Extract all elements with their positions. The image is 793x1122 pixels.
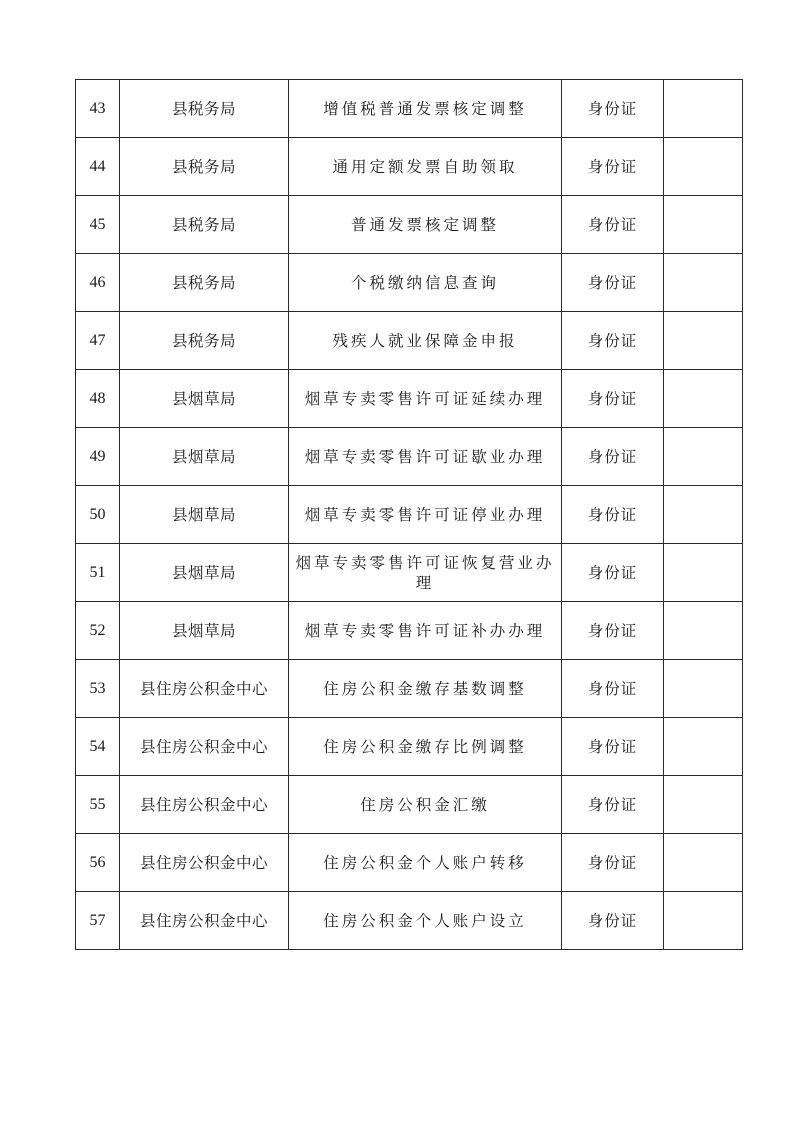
department-cell: 县烟草局: [120, 428, 289, 486]
department-cell: 县税务局: [120, 138, 289, 196]
department-cell: 县烟草局: [120, 370, 289, 428]
department-cell: 县住房公积金中心: [120, 776, 289, 834]
table-row: [76, 776, 743, 834]
required-document-cell: 身份证: [562, 428, 664, 486]
table-row: [76, 544, 743, 602]
service-item-cell: 烟草专卖零售许可证停业办理: [289, 486, 562, 544]
service-item-cell: 住房公积金个人账户转移: [289, 834, 562, 892]
service-item-cell: 个税缴纳信息查询: [289, 254, 562, 312]
remarks-cell: [664, 486, 743, 544]
row-number: 54: [76, 718, 120, 776]
row-number: 48: [76, 370, 120, 428]
service-item-cell: 通用定额发票自助领取: [289, 138, 562, 196]
table-row: [76, 138, 743, 196]
required-document-cell: 身份证: [562, 486, 664, 544]
required-document-cell: 身份证: [562, 834, 664, 892]
service-table: [75, 79, 743, 950]
department-cell: 县住房公积金中心: [120, 718, 289, 776]
remarks-cell: [664, 428, 743, 486]
remarks-cell: [664, 602, 743, 660]
table-row: [76, 80, 743, 138]
remarks-cell: [664, 834, 743, 892]
row-number: 52: [76, 602, 120, 660]
department-cell: 县税务局: [120, 196, 289, 254]
table-row: [76, 834, 743, 892]
required-document-cell: 身份证: [562, 254, 664, 312]
service-item-cell: 烟草专卖零售许可证补办办理: [289, 602, 562, 660]
department-cell: 县税务局: [120, 80, 289, 138]
department-cell: 县税务局: [120, 312, 289, 370]
row-number: 50: [76, 486, 120, 544]
required-document-cell: 身份证: [562, 544, 664, 602]
department-cell: 县烟草局: [120, 544, 289, 602]
service-item-cell: 烟草专卖零售许可证歇业办理: [289, 428, 562, 486]
table-row: [76, 254, 743, 312]
remarks-cell: [664, 544, 743, 602]
required-document-cell: 身份证: [562, 602, 664, 660]
table-row: [76, 892, 743, 950]
department-cell: 县住房公积金中心: [120, 660, 289, 718]
service-item-cell: 增值税普通发票核定调整: [289, 80, 562, 138]
service-item-cell: 普通发票核定调整: [289, 196, 562, 254]
table-row: [76, 486, 743, 544]
table-row: [76, 602, 743, 660]
service-item-cell: 残疾人就业保障金申报: [289, 312, 562, 370]
department-cell: 县住房公积金中心: [120, 892, 289, 950]
row-number: 49: [76, 428, 120, 486]
remarks-cell: [664, 892, 743, 950]
required-document-cell: 身份证: [562, 196, 664, 254]
service-item-cell: 住房公积金缴存比例调整: [289, 718, 562, 776]
required-document-cell: 身份证: [562, 312, 664, 370]
table-row: [76, 370, 743, 428]
row-number: 44: [76, 138, 120, 196]
service-item-cell: 住房公积金汇缴: [289, 776, 562, 834]
table-row: [76, 196, 743, 254]
remarks-cell: [664, 312, 743, 370]
row-number: 53: [76, 660, 120, 718]
remarks-cell: [664, 254, 743, 312]
remarks-cell: [664, 660, 743, 718]
required-document-cell: 身份证: [562, 370, 664, 428]
service-item-cell: 烟草专卖零售许可证恢复营业办理: [289, 544, 562, 602]
service-item-cell: 住房公积金个人账户设立: [289, 892, 562, 950]
required-document-cell: 身份证: [562, 80, 664, 138]
table-row: [76, 428, 743, 486]
row-number: 56: [76, 834, 120, 892]
department-cell: 县烟草局: [120, 602, 289, 660]
row-number: 47: [76, 312, 120, 370]
remarks-cell: [664, 776, 743, 834]
service-item-cell: 住房公积金缴存基数调整: [289, 660, 562, 718]
required-document-cell: 身份证: [562, 660, 664, 718]
row-number: 43: [76, 80, 120, 138]
remarks-cell: [664, 80, 743, 138]
department-cell: 县烟草局: [120, 486, 289, 544]
table-row: [76, 660, 743, 718]
table-row: [76, 312, 743, 370]
required-document-cell: 身份证: [562, 776, 664, 834]
required-document-cell: 身份证: [562, 138, 664, 196]
remarks-cell: [664, 718, 743, 776]
remarks-cell: [664, 138, 743, 196]
row-number: 57: [76, 892, 120, 950]
row-number: 55: [76, 776, 120, 834]
row-number: 45: [76, 196, 120, 254]
remarks-cell: [664, 196, 743, 254]
table-body: [76, 80, 743, 950]
remarks-cell: [664, 370, 743, 428]
row-number: 51: [76, 544, 120, 602]
service-item-cell: 烟草专卖零售许可证延续办理: [289, 370, 562, 428]
row-number: 46: [76, 254, 120, 312]
table-row: [76, 718, 743, 776]
required-document-cell: 身份证: [562, 718, 664, 776]
department-cell: 县税务局: [120, 254, 289, 312]
required-document-cell: 身份证: [562, 892, 664, 950]
department-cell: 县住房公积金中心: [120, 834, 289, 892]
